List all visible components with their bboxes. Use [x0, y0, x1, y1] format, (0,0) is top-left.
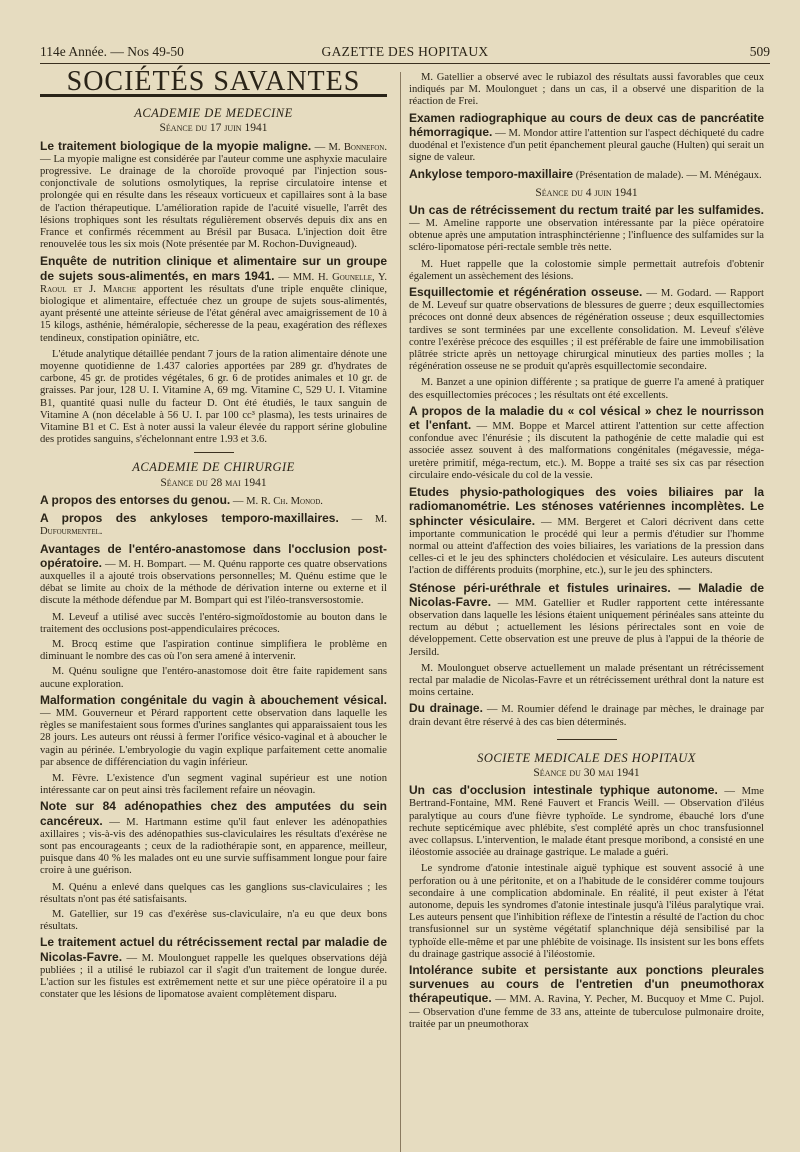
- header-rule: [40, 63, 770, 64]
- session-date: Séance du 4 juin 1941: [535, 186, 638, 199]
- paragraph: M. Huet rappelle que la colostomie simple permettait autrefois d'obtenir également un assèchement des lésions.: [409, 258, 764, 282]
- article-entry: Intolérance subite et persistante aux ponctions pleurales survenues au cours de l'entretien d'un pneumothorax thérapeutique. — MM. A. Ravina, Y. Pecher, M. Bucquoy et Mme C. Pujol. — Observation d'une femme de 33 ans, atteinte de tuberculose pulmonaire droite, traitée par un pneumothorax: [409, 963, 764, 1030]
- separator: [194, 452, 234, 453]
- article-entry: Un cas de rétrécissement du rectum traité par les sulfamides. — M. Ameline rapporte une observation intéressante par la pièce opératoire obtenue après une amputation intrasphinctérienne ; l'influence des sulfamides sur la scléro-lipomatose péri-rectale semble très nette.: [409, 202, 764, 254]
- session-date: Séance du 17 juin 1941: [159, 122, 268, 135]
- article-title: Examen radiographique au cours de deux cas de pancréatite hémorragique.: [409, 110, 764, 139]
- section-heading: SOCIETE MEDICALE DES HOPITAUX: [477, 750, 696, 765]
- section-heading: ACADEMIE DE CHIRURGIE: [132, 460, 295, 475]
- paragraph: M. Quénu souligne que l'entéro-anastomose doit être faite rapidement sans aucune exploration.: [40, 666, 387, 690]
- article-entry: Note sur 84 adénopathies chez des amputées du sein cancéreux. — M. Hartmann estime qu'il faut enlever les adénopathies axillaires ; vis-à-vis des adénopathies sus-claviculaires les résultats d'exérèse ne sont pas encourageants ; ceux de la radiothérapie sont, en apparence, meilleur, puisque dans 40 % les malades ont eu une survie suffisamment longue pour faire croire à une guérison.: [40, 799, 387, 877]
- paragraph: M. Moulonguet observe actuellement un malade présentant un rétrécissement rectal par maladie de Nicolas-Favre et un rétrécissement uréthral dont la nature est moins certaine.: [409, 662, 764, 699]
- left-column: [40, 66, 387, 1005]
- article-entry: Examen radiographique au cours de deux cas de pancréatite hémorragique. — M. Mondor attire l'attention sur l'aspect déchiqueté du cadre duodénal et l'existence d'un petit épanchement pleural gauche (Hulten) qui serait un signe de valeur.: [409, 110, 764, 164]
- paragraph: M. Brocq estime que l'aspiration continue simplifiera le problème en diminuant le nombre des cas où l'on sera amené à intervenir.: [40, 638, 387, 663]
- article-title: Le traitement actuel du rétrécissement rectal par maladie de Nicolas-Favre.: [40, 935, 387, 964]
- article-entry: Ankylose temporo-maxillaire (Présentation de malade). — M. Ménégaux.: [409, 167, 762, 182]
- article-entry: Avantages de l'entéro-anastomose dans l'occlusion post-opératoire. — M. H. Bompart. — M. Quénu rapporte ces quatre observations auxquelles il a ajouté trois observations personnelles; M. Quénu estime que le débat se limite au choix de la méthode de dérivation interne ou externe et il discute la méthode défendue par M. Bompart qui est l'iléo-transversostomie.: [40, 541, 387, 607]
- article-title: Un cas de rétrécissement du rectum traité par les sulfamides.: [409, 202, 764, 217]
- article-title: Du drainage.: [409, 701, 483, 716]
- article-title: Etudes physio-pathologiques des voies biliaires par la radiomanométrie. Les sténoses vatériennes incomplètes. Le sphincter vésiculaire.: [409, 485, 764, 528]
- session-date: Séance du 30 mai 1941: [533, 766, 640, 779]
- column-divider: [400, 72, 401, 1152]
- article-title: Un cas d'occlusion intestinale typhique autonome.: [409, 783, 718, 798]
- article-entry: Enquête de nutrition clinique et alimentaire sur un groupe de sujets sous-alimentés, en mars 1941. — MM. H. Gounelle, Y. Raoul et J. Marche apportent les résultats d'une triple enquête clinique, biologique et alimentaire, effectuée chez un groupe de sujets sous-alimentés, ayant présenté une atteinte sérieuse de l'état général avec amaigrissement de 10 à 15 kilogs, asthénie, héméralopie, sécheresse de la peau, exagération des réflexes tendineux, constipation opiniâtre, etc.: [40, 254, 387, 344]
- right-column: [409, 72, 764, 1035]
- article-title: Ankylose temporo-maxillaire: [409, 167, 574, 182]
- session-date: Séance du 28 mai 1941: [160, 476, 267, 489]
- article-entry: Du drainage. — M. Roumier défend le drainage par mèches, le drainage par drain devant être réservé à des cas bien déterminés.: [409, 701, 764, 728]
- article-entry: Esquillectomie et régénération osseuse. — M. Godard. — Rapport de M. Leveuf sur quatre observations de blessures de guerre ; deux esquillectomies précoces ont donné deux absences de régénération osseuse ; deux esquillectomies tardives se sont terminées par une excellente consolidation. M. Leveuf s'élève contre l'exérèse précoce des esquilles ; il est préférable de faire une immobilisation plâtrée stricte après un nettoyage chirurgical minutieux des parties molles ; la régénération osseuse ne se produit qu'après esquillectomie secondaire.: [409, 285, 765, 373]
- paragraph: L'étude analytique détaillée pendant 7 jours de la ration alimentaire dénote une moyenne quotidienne de 1.437 calories apportées par 289 gr. d'hydrates de carbone, 45 gr. de protides végétales, 6 gr. 6 de protides animales et 10 gr. de graisses. Par jour, 128 U. I. Vitamine A, 69 mg. Vitamine C, 529 U. I. Vitamine B1, quantité quasi nulle du facteur D. Ont été étudiés, le taux sanguin de Vitamine A (non décelable à 56 U. I. par 100 cc³ plasma), les tests urinaires de Vitamine B1 et C. Est à noter aussi la valeur élevée du rapport sérine globuline des protides sanguins, s'échelonnant entre 1.93 et 3.6.: [40, 348, 387, 446]
- running-header: [40, 44, 770, 64]
- page-title: SOCIÉTÉS SAVANTES: [66, 66, 361, 97]
- separator: [557, 739, 617, 740]
- article-title: A propos des ankyloses temporo-maxillaires.: [40, 511, 339, 526]
- article-entry: A propos des ankyloses temporo-maxillaires. — M. Dufourmentel.: [40, 511, 387, 538]
- article-title: Enquête de nutrition clinique et alimentaire sur un groupe de sujets sous-alimentés, en mars 1941.: [40, 254, 387, 283]
- paragraph: M. Gatellier, sur 19 cas d'exérèse sus-claviculaire, n'a eu que deux bons résultats.: [40, 908, 387, 933]
- article-title: A propos des entorses du genou.: [40, 492, 231, 507]
- article-entry: Le traitement actuel du rétrécissement rectal par maladie de Nicolas-Favre. — M. Moulonguet rappelle les quelques observations déjà publiées ; il a utilisé le rubiazol car il s'agit d'un traitement de longue durée. L'action sur les fistules est extrêmement nette et sur une pièce opératoire il a pu constater que les lésions de lipomatose avaient complètement disparu.: [40, 935, 387, 1001]
- article-title: Esquillectomie et régénération osseuse.: [409, 285, 643, 300]
- page-number: 509: [749, 44, 770, 59]
- article-entry: Le traitement biologique de la myopie maligne. — M. Bonnefon. — La myopie maligne est considérée par l'auteur comme une asphyxie maculaire progressive. Le drainage de la choroïde provoqué par l'injection sous-conjonctivale de solutions osmolytiques, la reprise circulatoire intense et prolongée qui en résulte dans les réseaux vorticueux et capillaires sont à la base de l'action thérapeutique. L'amélioration rapide de l'acuité visuelle, l'arrêt des lésions trophiques sont les résultats régulièrement observés depuis dix ans en France et confirmés récemment au Brésil par Busaca. L'injection doit être renouvelée tous les six mois (Note présentée par M. Rochon-Duvigneaud).: [40, 138, 387, 251]
- article-title: A propos de la maladie du « col vésical » chez le nourrisson et l'enfant.: [409, 403, 764, 433]
- article-title: Sténose péri-uréthrale et fistules urinaires. — Maladie de Nicolas-Favre.: [409, 580, 764, 609]
- article-entry: Malformation congénitale du vagin à abouchement vésical. — MM. Gouverneur et Pérard rapportent cette observation dans laquelle les règles se manifestaient sous formes d'urines sanglantes qui apparaissaient tous les 28 jours. Les auteurs ont réussi à fermer l'orifice vésico-vaginal et à aboucher le vagin au périnée. L'embryologie du vagin explique parfaitement cette anomalie par absence de différenciation du vagin inférieur.: [40, 692, 387, 768]
- paragraph: M. Banzet a une opinion différente ; sa pratique de guerre l'a amené à pratiquer des esquillectomies précoces ; les résultats ont été excellents.: [409, 377, 764, 401]
- journal-name: GAZETTE DES HOPITAUX: [321, 44, 489, 59]
- article-entry: Etudes physio-pathologiques des voies biliaires par la radiomanométrie. Les sténoses vatériennes incomplètes. Le sphincter vésiculaire. — MM. Bergeret et Calori décrivent dans cette importante communication le procédé qui leur a permis d'étudier sur l'homme normal ou atteint d'affection des voies biliaires, les variations de la pression dans celles-ci et le jeu des sphincters cholédocien et vésiculaire. Les auteurs discutent l'action de différents produits (morphine, etc.), sur le jeu des sphincters.: [409, 485, 764, 577]
- section-heading: ACADEMIE DE MEDECINE: [134, 106, 293, 121]
- article-title: Intolérance subite et persistante aux ponctions pleurales survenues au cours de l'entretien d'un pneumothorax thérapeutique.: [409, 963, 764, 1006]
- article-title: Malformation congénitale du vagin à abouchement vésical.: [40, 692, 387, 707]
- issue-number: 114e Année. — Nos 49-50: [40, 44, 184, 59]
- paragraph: M. Fèvre. L'existence d'un segment vaginal supérieur est une notion intéressante car on peut ainsi très facilement refaire un néovagin.: [40, 772, 387, 797]
- article-title: Avantages de l'entéro-anastomose dans l'occlusion post-opératoire.: [40, 541, 387, 570]
- paragraph: M. Leveuf a utilisé avec succès l'entéro-sigmoïdostomie au bouton dans le traitement des occlusions post-appendiculaires précoces.: [40, 611, 387, 635]
- article-entry: Un cas d'occlusion intestinale typhique autonome. — Mme Bertrand-Fontaine, MM. René Fauvert et Francis Weill. — Observation d'iléus paralytique au cours d'une fièvre typhoïde. Le syndrome, ébauché lors d'une rechute septicémique avec phlébite, s'est complété après un choc transfusionnel avec collapsus. L'intervention, le malade étant presque moribond, a consisté en une iléostomie associée au drainage gastrique. Le malade a guéri.: [409, 783, 764, 859]
- article-title: Note sur 84 adénopathies chez des amputées du sein cancéreux.: [40, 799, 387, 828]
- article-entry: A propos des entorses du genou. — M. R. Ch. Monod.: [40, 492, 323, 507]
- article-entry: Sténose péri-uréthrale et fistules urinaires. — Maladie de Nicolas-Favre. — MM. Gatellier et Rudler rapportent cette intéressante observation dans laquelle les lésions étaient uniquement périnéales sans atteinte du rectum au début ; actuellement les lésions périrectales sont en voie de développement. Cette observation est une preuve de plus à l'appui de la théorie de Jersild.: [409, 580, 764, 658]
- paragraph: M. Gatellier a observé avec le rubiazol des résultats aussi favorables que ceux indiqués par M. Moulonguet ; dans un cas, il a observé une disparition de la réaction de Frei.: [409, 72, 764, 108]
- paragraph: M. Quénu a enlevé dans quelques cas les ganglions sus-claviculaires ; les résultats n'ont pas été satisfaisants.: [40, 881, 387, 905]
- article-entry: A propos de la maladie du « col vésical » chez le nourrisson et l'enfant. — MM. Boppe et Marcel attirent l'attention sur cette affection confondue avec l'énurésie ; ils discutent la pathogénie de cette maladie qui est associée assez souvent à des malformations congénitales (mégavessie, méga-uretère primitif, méga-rectum, etc.). M. Boppe a traité ses six cas par résection circulaire endo-vésicale du col de la vessie.: [409, 403, 764, 481]
- article-title: Le traitement biologique de la myopie maligne.: [40, 138, 312, 153]
- paragraph: Le syndrome d'atonie intestinale aiguë typhique est souvent associé à une perforation ou à une péritonite, et on a l'habitude de le considérer comme toujours secondaire à une complication abdominale. En réalité, il peut exister à l'état autonome, depuis les syndromes d'atonie intestinale jusqu'à l'iléus paralytique vrai. Les auteurs pensent que l'inhibition réflexe de l'intestin a résulté de l'action du choc transfusionnel sur un système végétatif splanchnique déjà sensibilisé par la typhoïde elle-même et par une phlébite de voisinage. Ils insistent sur les bons effets du drainage gastrique associé à l'iléostomie.: [409, 863, 764, 960]
